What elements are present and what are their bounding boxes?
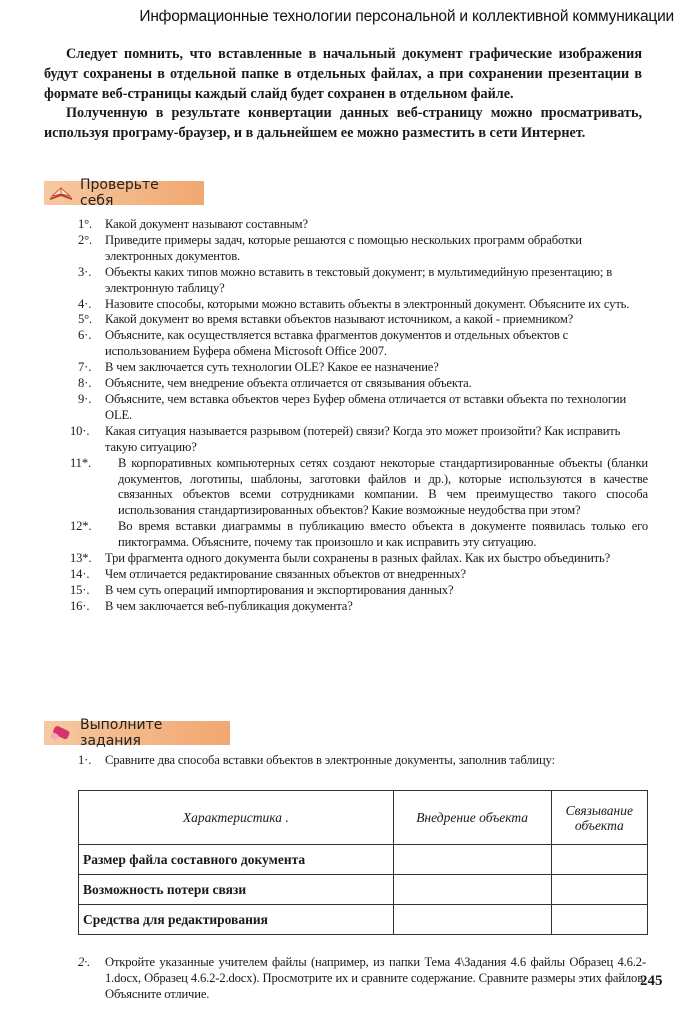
question-number: 9·.: [78, 391, 92, 406]
question-number: 5°.: [78, 312, 93, 327]
question-text: Чем отличается редактирование связанных объектов от внедренных?: [105, 566, 466, 581]
table-row: [79, 905, 648, 935]
question-item: [78, 328, 648, 360]
question-item: [70, 455, 648, 520]
question-item: [70, 551, 648, 567]
table-cell: Возможность потери связи: [79, 875, 394, 905]
table-header: Внедрение объекта: [393, 791, 551, 845]
table-header-row: [79, 791, 648, 845]
table-cell-empty[interactable]: [393, 845, 551, 875]
question-number: 4·.: [78, 296, 92, 311]
question-item: [78, 233, 648, 265]
question-text: Какой документ называют составным?: [105, 217, 308, 231]
intro-paragraph: Следует помнить, что вставленные в начальный документ графические изображения будут сохранены в отдельной папке в отдельных файлах, а при сохранении презентации в формате веб-страницы каждый слайд будет сохранен в отдельном файле.: [44, 46, 642, 102]
question-text: Объясните, чем внедрение объекта отличается от связывания объекта.: [105, 376, 472, 391]
question-text: В чем заключается суть технологии OLE? Какое ее назначение?: [105, 360, 439, 375]
question-number: 12*.: [70, 519, 92, 534]
question-item: [78, 360, 648, 376]
question-item: [78, 297, 648, 313]
question-item: [78, 217, 648, 233]
question-item: [70, 582, 648, 599]
question-text: Три фрагмента одного документа были сохранены в разных файлах. Как их быстро объединить?: [105, 551, 611, 566]
question-text: В корпоративных компьютерных сетях создают некоторые стандартизированные объекты (бланки документов, логотипы, шаблоны, заготовки файлов и др.), которые используются в качестве связанных объектов всеми сотрудниками компании. В чем преимущество такого способа использования стандартизированных объектов? Какие возможные неудобства при этом?: [118, 455, 648, 518]
question-text: Назовите способы, которыми можно вставить объекты в электронный документ. Объясните их суть.: [105, 296, 630, 311]
table-cell-empty[interactable]: [393, 875, 551, 905]
question-number: 2°.: [78, 232, 93, 247]
question-item: [78, 392, 648, 424]
question-text: Приведите примеры задач, которые решаются с помощью нескольких программ обработки электронных документов.: [105, 232, 582, 263]
question-number: 1°.: [78, 217, 93, 231]
question-text: В чем суть операций импортирования и экспортирования данных?: [105, 582, 454, 597]
eraser-icon: [48, 724, 74, 742]
question-number: 14·.: [70, 566, 90, 581]
question-text: Объясните, чем вставка объектов через Буфер обмена отличается от вставки объекта по технологии OLE.: [105, 391, 627, 422]
task-item: [78, 752, 646, 768]
question-item: [70, 423, 648, 456]
table-row: [79, 845, 648, 875]
task-text: Откройте указанные учителем файлы (например, из папки Тема 4\Задания 4.6 файлы Образец 4.6.2-1.docx, Образец 4.6.2-2.docx). Просмотрите их и сравните содержание. Сравните размеры этих файлов. Объясните отличие.: [105, 955, 646, 1001]
question-item: [70, 519, 648, 551]
question-item: [78, 312, 648, 328]
task-item: [78, 954, 646, 1002]
comparison-table: [78, 790, 648, 935]
section-title: Проверьте себя: [80, 177, 159, 209]
intro-paragraph: Полученную в результате конвертации данных веб-страницу можно просматривать, используя програму-браузер, и в дальнейшем ее можно разместить в сети Интернет.: [44, 105, 642, 142]
question-number: 16·.: [70, 598, 90, 613]
table-cell: Размер файла составного документа: [79, 845, 394, 875]
section-title: Выполните задания: [80, 717, 163, 749]
section-check-yourself: [44, 177, 204, 209]
question-number: 8·.: [78, 376, 92, 391]
intro-text: [44, 45, 642, 144]
question-number: 7·.: [78, 360, 92, 375]
question-item: [78, 376, 648, 392]
table-cell-empty[interactable]: [393, 905, 551, 935]
question-item: [70, 566, 648, 583]
table-cell-empty[interactable]: [551, 875, 647, 905]
task-text: Сравните два способа вставки объектов в электронные документы, заполнив таблицу:: [105, 753, 555, 767]
question-list: [70, 217, 648, 615]
question-text: Какая ситуация называется разрывом (потерей) связи? Когда это может произойти? Как исправить такую ситуацию?: [105, 423, 621, 454]
question-item: [78, 265, 648, 297]
question-text: Объясните, как осуществляется вставка фрагментов документов и отдельных объектов с использованием Буфера обмена Microsoft Office 2007.: [105, 328, 569, 359]
question-number: 3·.: [78, 264, 92, 279]
table-cell-empty[interactable]: [551, 845, 647, 875]
question-number: 10·.: [70, 423, 90, 438]
question-number: 11*.: [70, 455, 91, 470]
table-row: [79, 875, 648, 905]
table-header: Характеристика .: [79, 791, 394, 845]
table-cell: Средства для редактирования: [79, 905, 394, 935]
question-text: Какой документ во время вставки объектов называют источником, а какой - приемником?: [105, 312, 574, 327]
question-text: Во время вставки диаграммы в публикацию вместо объекта в документе появилась только его пиктограмма. Объясните, почему так произошло и как исправить эту ситуацию.: [118, 519, 648, 550]
table-cell-empty[interactable]: [551, 905, 647, 935]
question-item: [70, 598, 648, 615]
book-icon: [48, 184, 74, 202]
question-number: 13*.: [70, 551, 92, 566]
question-text: Объекты каких типов можно вставить в текстовый документ; в мультимедийную презентацию; в электронную таблицу?: [105, 264, 613, 295]
question-text: В чем заключается веб-публикация документа?: [105, 598, 353, 613]
running-header: Информационные технологии персональной и коллективной коммуникации: [139, 8, 674, 25]
task-number: 1·.: [78, 753, 92, 767]
question-number: 6·.: [78, 328, 92, 343]
page-number: 245: [640, 973, 663, 989]
section-do-tasks: [44, 717, 230, 749]
table-header: Связывание объекта: [551, 791, 647, 845]
question-number: 15·.: [70, 582, 90, 597]
task-number: 2·.: [78, 955, 91, 969]
